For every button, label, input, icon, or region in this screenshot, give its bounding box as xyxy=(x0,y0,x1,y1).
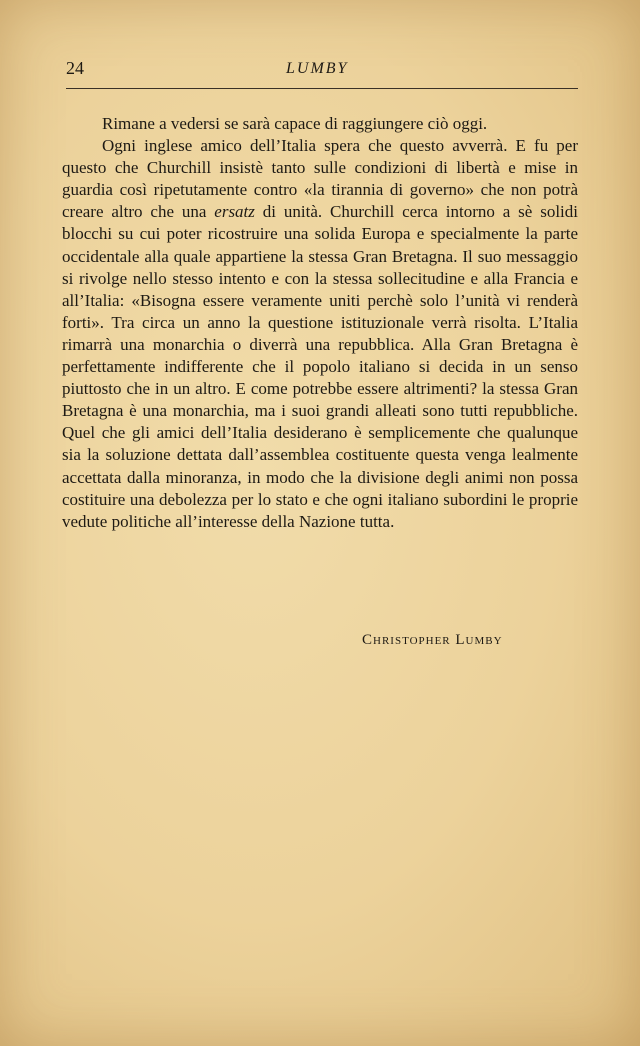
paragraph-text: Ogni inglese amico dell’Italia spera che questo avverrà. E fu per questo che Churchill insistè tanto sulle condizioni di libertà e mise in guardia così ripetutamente contro «la tirannia di governo» che non potrà creare altro che una xyxy=(62,136,578,222)
paragraph-text: di unità. Churchill cerca intorno a sè solidi blocchi su cui poter ricostruire una solida Europa e specialmente la parte occidentale alla quale appartiene la stessa Gran Bretagna. Il suo messaggio si rivolge nello stesso intento e con la stessa sollecitudine e alla Francia e all’Italia: «Bisogna essere veramente uniti perchè solo l’unità vi renderà forti». Tra circa un anno la questione istituzionale verrà risolta. L’Italia rimarrà una monarchia o diverrà una repubblica. Alla Gran Bretagna è perfettamente indifferente che il popolo italiano si decida in un senso piuttosto che in un altro. E come potrebbe essere altrimenti? la stessa Gran Bretagna è una monarchia, ma i suoi grandi alleati sono tutti repubbliche. Quel che gli amici dell’Italia desiderano è semplicemente che qualunque sia la soluzione dettata dall’assemblea costituente questa venga lealmente accettata dalla minoranza, in modo che la divisione degli animi non possa costituire una debolezza per lo stato e che ogni italiano subordini le proprie vedute politiche all’interesse della Nazione tutta. xyxy=(62,202,579,531)
running-head: LUMBY xyxy=(286,60,349,77)
italic-word: ersatz xyxy=(214,202,255,222)
page-header xyxy=(66,56,578,86)
header-rule xyxy=(66,88,578,89)
author-signature: Christopher Lumby xyxy=(362,632,503,648)
paragraph xyxy=(62,113,578,135)
paragraph xyxy=(62,135,578,533)
page-number: 24 xyxy=(66,58,84,78)
body-text xyxy=(62,113,578,533)
paragraph-text: Rimane a vedersi se sarà capace di raggiungere ciò oggi. xyxy=(102,114,488,133)
